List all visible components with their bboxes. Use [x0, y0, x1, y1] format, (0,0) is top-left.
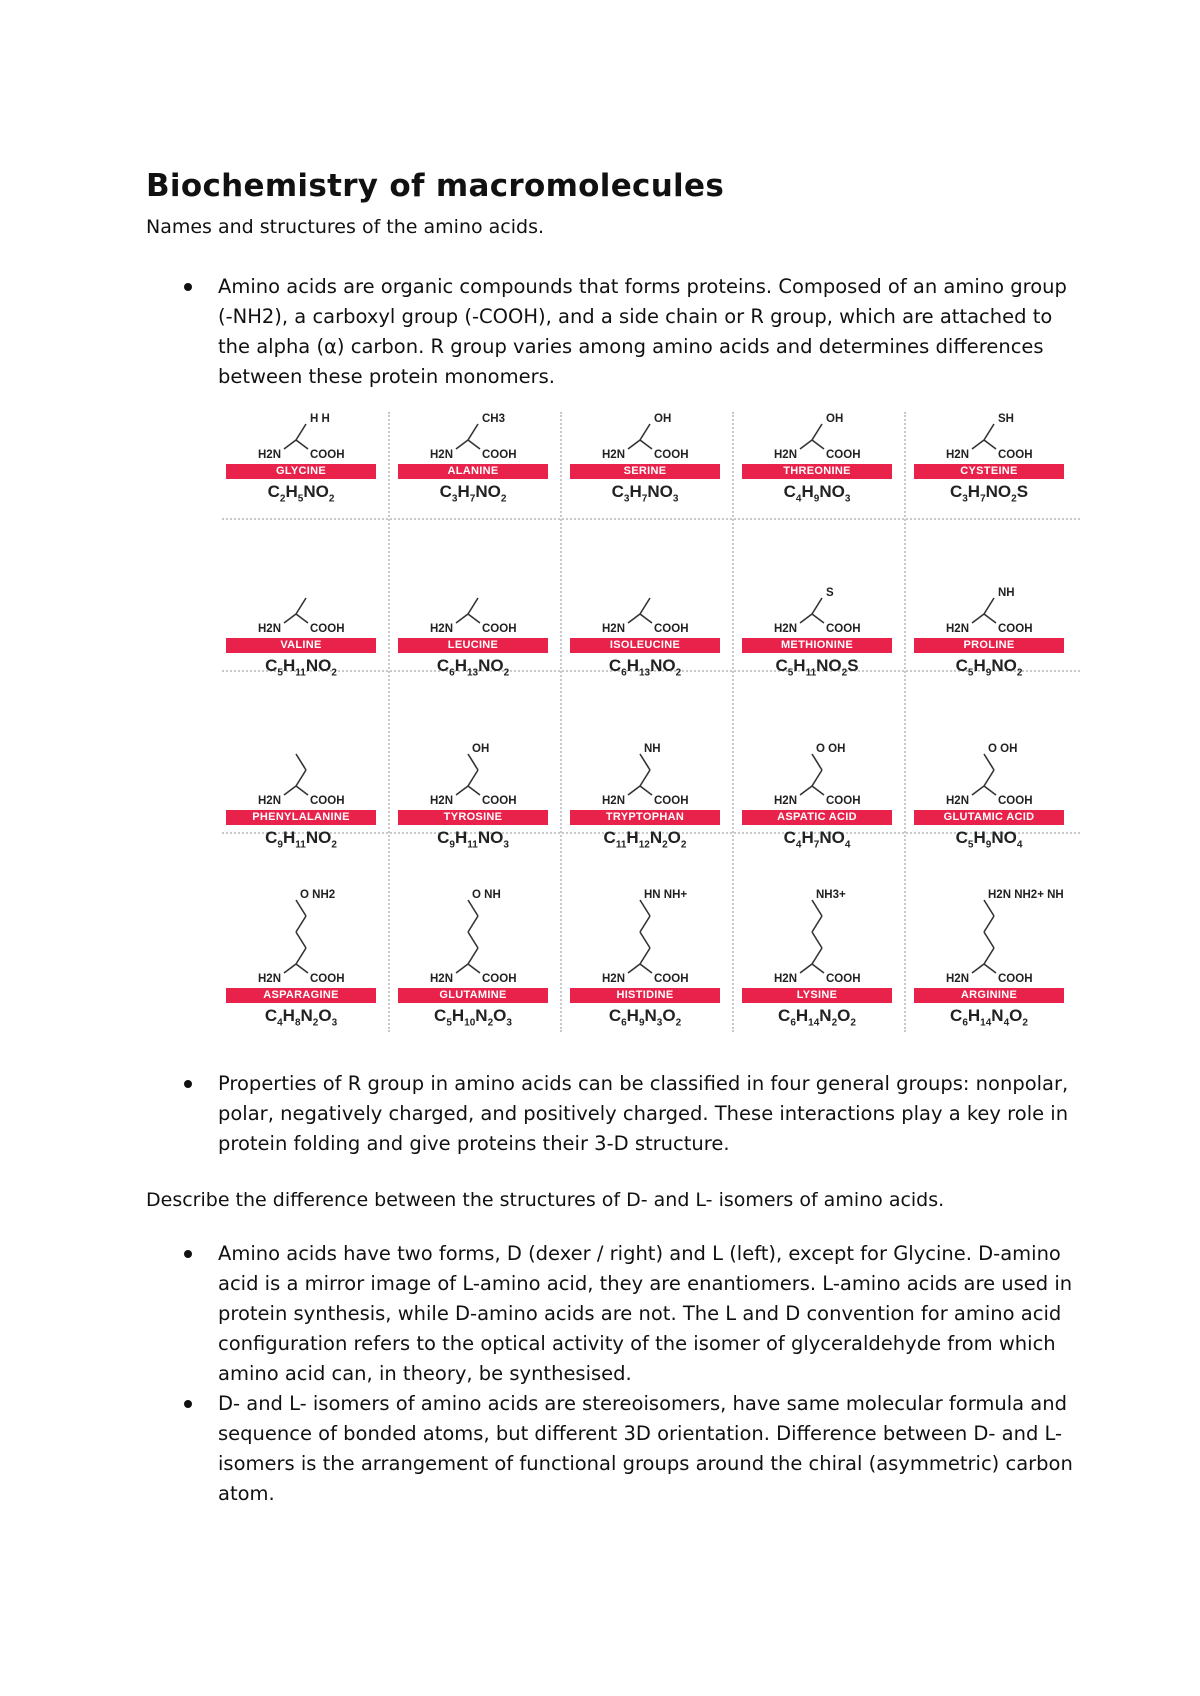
amino-acid-name-label: ASPATIC ACID: [742, 810, 892, 825]
amino-acid-cell: [390, 718, 556, 868]
bond-line: [284, 964, 296, 973]
bond-line: [628, 786, 640, 795]
bond-line: [284, 440, 296, 449]
side-chain-label: OH: [654, 413, 672, 425]
carboxyl-group-label: COOH: [310, 973, 345, 985]
bond-line: [812, 932, 822, 948]
side-chain-label: O NH: [472, 889, 501, 901]
bond-line: [640, 614, 652, 623]
page-title: Biochemistry of macromolecules: [146, 168, 725, 204]
bond-line: [984, 598, 994, 614]
amino-acid-name-label: METHIONINE: [742, 638, 892, 653]
bond-line: [984, 900, 994, 916]
bond-line: [296, 614, 308, 623]
molecular-formula: $C_6H_{14}N_2O_2$: [778, 1006, 856, 1029]
structure-drawing: [906, 558, 1072, 708]
bond-line: [468, 754, 478, 770]
carboxyl-group-label: COOH: [826, 449, 861, 461]
amino-acid-name-label: LEUCINE: [398, 638, 548, 653]
list-item: Amino acids are organic compounds that forms proteins. Composed of an amino group (-NH2), a carboxyl group (-COOH), and a side chain or R group, which are attached to the alpha (α) carbon. R group varies among amino acids and determines differences between these protein monomers.: [146, 272, 1076, 392]
amine-group-label: H2N: [774, 449, 798, 461]
carboxyl-group-label: COOH: [310, 623, 345, 635]
amine-group-label: H2N: [430, 795, 454, 807]
bond-line: [628, 964, 640, 973]
carboxyl-group-label: COOH: [482, 795, 517, 807]
amine-group-label: H2N: [602, 623, 626, 635]
list-item: Properties of R group in amino acids can be classified in four general groups: nonpolar, polar, negatively charged, and positively charged. These interactions play a key role in protein folding and give proteins their 3-D structure.: [146, 1069, 1076, 1159]
carboxyl-group-label: COOH: [654, 623, 689, 635]
bond-line: [468, 916, 478, 932]
side-chain-label: O OH: [988, 743, 1018, 755]
amino-acid-cell: [734, 718, 900, 868]
amine-group-label: H2N: [430, 449, 454, 461]
bond-line: [296, 948, 306, 964]
bond-line: [296, 754, 306, 770]
structure-drawing: [906, 406, 1072, 556]
bullet-list-isomers: [146, 1239, 1076, 1509]
side-chain-label: H2N NH2+ NH: [988, 889, 1064, 901]
amino-acid-name-label: SERINE: [570, 464, 720, 479]
molecular-formula: $C_6H_9N_3O_2$: [608, 1006, 682, 1029]
amino-acid-name-label: GLUTAMINE: [398, 988, 548, 1003]
side-chain-label: O NH2: [300, 889, 336, 901]
bond-line: [800, 440, 812, 449]
amino-acid-name-label: ALANINE: [398, 464, 548, 479]
bond-line: [800, 964, 812, 973]
bond-line: [972, 786, 984, 795]
molecular-formula: $C_4H_7NO_4$: [783, 828, 851, 851]
molecular-formula: $C_{11}H_{12}N_2O_2$: [603, 828, 687, 851]
side-chain-label: NH3+: [816, 889, 846, 901]
carboxyl-group-label: COOH: [482, 973, 517, 985]
amino-acid-cell: [734, 872, 900, 1029]
molecular-formula: $C_5H_{10}N_2O_3$: [434, 1006, 512, 1029]
bond-line: [468, 614, 480, 623]
amino-acid-name-label: LYSINE: [742, 988, 892, 1003]
side-chain-label: H H: [310, 413, 330, 425]
amine-group-label: H2N: [946, 449, 970, 461]
bond-line: [972, 614, 984, 623]
molecular-formula: $C_4H_9NO_3$: [783, 482, 851, 505]
bond-line: [984, 614, 996, 623]
carboxyl-group-label: COOH: [998, 973, 1033, 985]
amino-acid-cell: [390, 406, 556, 556]
bond-line: [812, 770, 822, 786]
structure-drawing: [218, 406, 384, 556]
bond-line: [812, 786, 824, 795]
molecular-formula: $C_6H_{14}N_4O_2$: [950, 1006, 1028, 1029]
amine-group-label: H2N: [602, 795, 626, 807]
bond-line: [640, 754, 650, 770]
molecular-formula: $C_3H_7NO_2$: [439, 482, 507, 505]
amino-acid-name-label: CYSTEINE: [914, 464, 1064, 479]
molecular-formula: $C_5H_{11}NO_2$: [265, 656, 337, 679]
bond-line: [296, 440, 308, 449]
bond-line: [984, 754, 994, 770]
structure-drawing: [390, 558, 556, 708]
bond-line: [640, 440, 652, 449]
carboxyl-group-label: COOH: [998, 623, 1033, 635]
amino-acid-name-label: PHENYLALANINE: [226, 810, 376, 825]
amino-acid-cell: [906, 406, 1072, 556]
bond-line: [296, 424, 306, 440]
amino-acid-cell: [734, 558, 900, 708]
amine-group-label: H2N: [430, 973, 454, 985]
amino-acid-cell: [906, 718, 1072, 868]
amine-group-label: H2N: [602, 449, 626, 461]
molecular-formula: $C_2H_5NO_2$: [267, 482, 335, 505]
bond-line: [984, 948, 994, 964]
carboxyl-group-label: COOH: [482, 449, 517, 461]
bond-line: [456, 786, 468, 795]
amine-group-label: H2N: [774, 973, 798, 985]
carboxyl-group-label: COOH: [310, 795, 345, 807]
carboxyl-group-label: COOH: [998, 449, 1033, 461]
amino-acid-name-label: TRYPTOPHAN: [570, 810, 720, 825]
structure-drawing: [562, 558, 728, 708]
bond-line: [972, 440, 984, 449]
bond-line: [812, 614, 824, 623]
amine-group-label: H2N: [258, 623, 282, 635]
bond-line: [812, 900, 822, 916]
structure-drawing: [218, 558, 384, 708]
bond-line: [640, 424, 650, 440]
bond-line: [812, 440, 824, 449]
amino-acid-name-label: ASPARAGINE: [226, 988, 376, 1003]
carboxyl-group-label: COOH: [826, 973, 861, 985]
bond-line: [284, 786, 296, 795]
list-item: D- and L- isomers of amino acids are stereoisomers, have same molecular formula and sequence of bonded atoms, but different 3D orientation. Difference between D- and L- isomers is the arrangement of functional groups around the chiral (asymmetric) carbon atom.: [146, 1389, 1076, 1509]
amino-acid-name-label: VALINE: [226, 638, 376, 653]
section-subtitle: Names and structures of the amino acids.: [146, 216, 545, 238]
bond-line: [812, 948, 822, 964]
amino-acid-cell: [390, 558, 556, 708]
bond-line: [296, 932, 306, 948]
molecular-formula: $C_6H_{13}NO_2$: [608, 656, 682, 679]
amine-group-label: H2N: [602, 973, 626, 985]
bond-line: [296, 786, 308, 795]
section-question: Describe the difference between the structures of D- and L- isomers of amino acids.: [146, 1189, 945, 1211]
bond-line: [468, 932, 478, 948]
amine-group-label: H2N: [258, 973, 282, 985]
bond-line: [640, 916, 650, 932]
amino-acid-cell: [562, 406, 728, 556]
bond-line: [468, 598, 478, 614]
molecular-formula: $C_5H_9NO_2$: [955, 656, 1023, 679]
bond-line: [468, 964, 480, 973]
amino-acid-structures-figure: [222, 412, 1080, 1032]
amino-acid-name-label: ISOLEUCINE: [570, 638, 720, 653]
amino-acid-cell: [218, 406, 384, 556]
bond-line: [640, 948, 650, 964]
amine-group-label: H2N: [430, 623, 454, 635]
bond-line: [296, 598, 306, 614]
amino-acid-cell: [562, 558, 728, 708]
carboxyl-group-label: COOH: [654, 973, 689, 985]
bond-line: [468, 424, 478, 440]
bond-line: [296, 770, 306, 786]
amine-group-label: H2N: [258, 795, 282, 807]
bond-line: [640, 598, 650, 614]
carboxyl-group-label: COOH: [310, 449, 345, 461]
bond-line: [972, 964, 984, 973]
amino-acid-cell: [906, 872, 1072, 1029]
molecular-formula: $C_5H_{11}NO_2S$: [775, 656, 859, 679]
side-chain-label: S: [826, 587, 834, 599]
bond-line: [468, 948, 478, 964]
amine-group-label: H2N: [946, 973, 970, 985]
bond-line: [456, 614, 468, 623]
bond-line: [812, 964, 824, 973]
bond-line: [628, 614, 640, 623]
molecular-formula: $C_3H_7NO_3$: [611, 482, 679, 505]
carboxyl-group-label: COOH: [826, 623, 861, 635]
bond-line: [628, 440, 640, 449]
bond-line: [812, 598, 822, 614]
amino-acid-name-label: GLUTAMIC ACID: [914, 810, 1064, 825]
structure-drawing: [562, 406, 728, 556]
side-chain-label: CH3: [482, 413, 506, 425]
molecular-formula: $C_3H_7NO_2S$: [949, 482, 1029, 505]
amino-acid-name-label: TYROSINE: [398, 810, 548, 825]
bond-line: [984, 770, 994, 786]
bond-line: [296, 900, 306, 916]
amine-group-label: H2N: [774, 623, 798, 635]
bond-line: [800, 614, 812, 623]
bond-line: [640, 786, 652, 795]
amine-group-label: H2N: [774, 795, 798, 807]
bond-line: [984, 424, 994, 440]
bond-line: [812, 754, 822, 770]
bond-line: [456, 440, 468, 449]
amine-group-label: H2N: [946, 795, 970, 807]
bond-line: [296, 964, 308, 973]
side-chain-label: SH: [998, 413, 1014, 425]
amino-acid-cell: [734, 406, 900, 556]
bond-line: [640, 770, 650, 786]
bond-line: [984, 440, 996, 449]
carboxyl-group-label: COOH: [482, 623, 517, 635]
side-chain-label: HN NH+: [644, 889, 688, 901]
carboxyl-group-label: COOH: [826, 795, 861, 807]
amino-acid-name-label: ARGININE: [914, 988, 1064, 1003]
amino-acid-cell: [218, 558, 384, 708]
bond-line: [984, 964, 996, 973]
bond-line: [812, 916, 822, 932]
bullet-list-properties: [146, 1069, 1076, 1159]
amino-acid-name-label: HISTIDINE: [570, 988, 720, 1003]
bond-line: [984, 916, 994, 932]
side-chain-label: OH: [472, 743, 490, 755]
side-chain-label: NH: [644, 743, 661, 755]
molecular-formula: $C_5H_9NO_4$: [955, 828, 1023, 851]
bond-line: [812, 424, 822, 440]
amino-acid-cell: [562, 872, 728, 1029]
side-chain-label: OH: [826, 413, 844, 425]
molecular-formula: $C_9H_{11}NO_3$: [437, 828, 509, 851]
carboxyl-group-label: COOH: [654, 795, 689, 807]
bond-line: [984, 786, 996, 795]
side-chain-label: NH: [998, 587, 1015, 599]
amino-acid-cell: [218, 718, 384, 868]
structure-drawing: [734, 406, 900, 556]
bond-line: [800, 786, 812, 795]
bond-line: [640, 932, 650, 948]
bond-line: [456, 964, 468, 973]
bond-line: [296, 916, 306, 932]
amino-acid-name-label: PROLINE: [914, 638, 1064, 653]
carboxyl-group-label: COOH: [998, 795, 1033, 807]
side-chain-label: O OH: [816, 743, 846, 755]
bond-line: [984, 932, 994, 948]
structure-drawing: [390, 406, 556, 556]
amine-group-label: H2N: [946, 623, 970, 635]
bond-line: [284, 614, 296, 623]
molecular-formula: $C_6H_{13}NO_2$: [436, 656, 510, 679]
amino-acid-cell: [218, 872, 384, 1029]
bond-line: [640, 964, 652, 973]
bullet-list-intro: [146, 272, 1076, 392]
bond-line: [468, 900, 478, 916]
molecular-formula: $C_9H_{11}NO_2$: [265, 828, 337, 851]
bond-line: [468, 786, 480, 795]
molecular-formula: $C_4H_8N_2O_3$: [264, 1006, 338, 1029]
bond-line: [468, 770, 478, 786]
amino-acid-cell: [562, 718, 728, 868]
structure-drawing: [734, 558, 900, 708]
amino-acid-name-label: THREONINE: [742, 464, 892, 479]
bond-line: [640, 900, 650, 916]
amino-acid-cell: [906, 558, 1072, 708]
bond-line: [468, 440, 480, 449]
carboxyl-group-label: COOH: [654, 449, 689, 461]
amino-acid-cell: [390, 872, 556, 1029]
amine-group-label: H2N: [258, 449, 282, 461]
amino-acid-name-label: GLYCINE: [226, 464, 376, 479]
list-item: Amino acids have two forms, D (dexer / right) and L (left), except for Glycine. D-amino acid is a mirror image of L-amino acid, they are enantiomers. L-amino acids are used in protein synthesis, while D-amino acids are not. The L and D convention for amino acid configuration refers to the optical activity of the isomer of glyceraldehyde from which amino acid can, in theory, be synthesised.: [146, 1239, 1076, 1389]
